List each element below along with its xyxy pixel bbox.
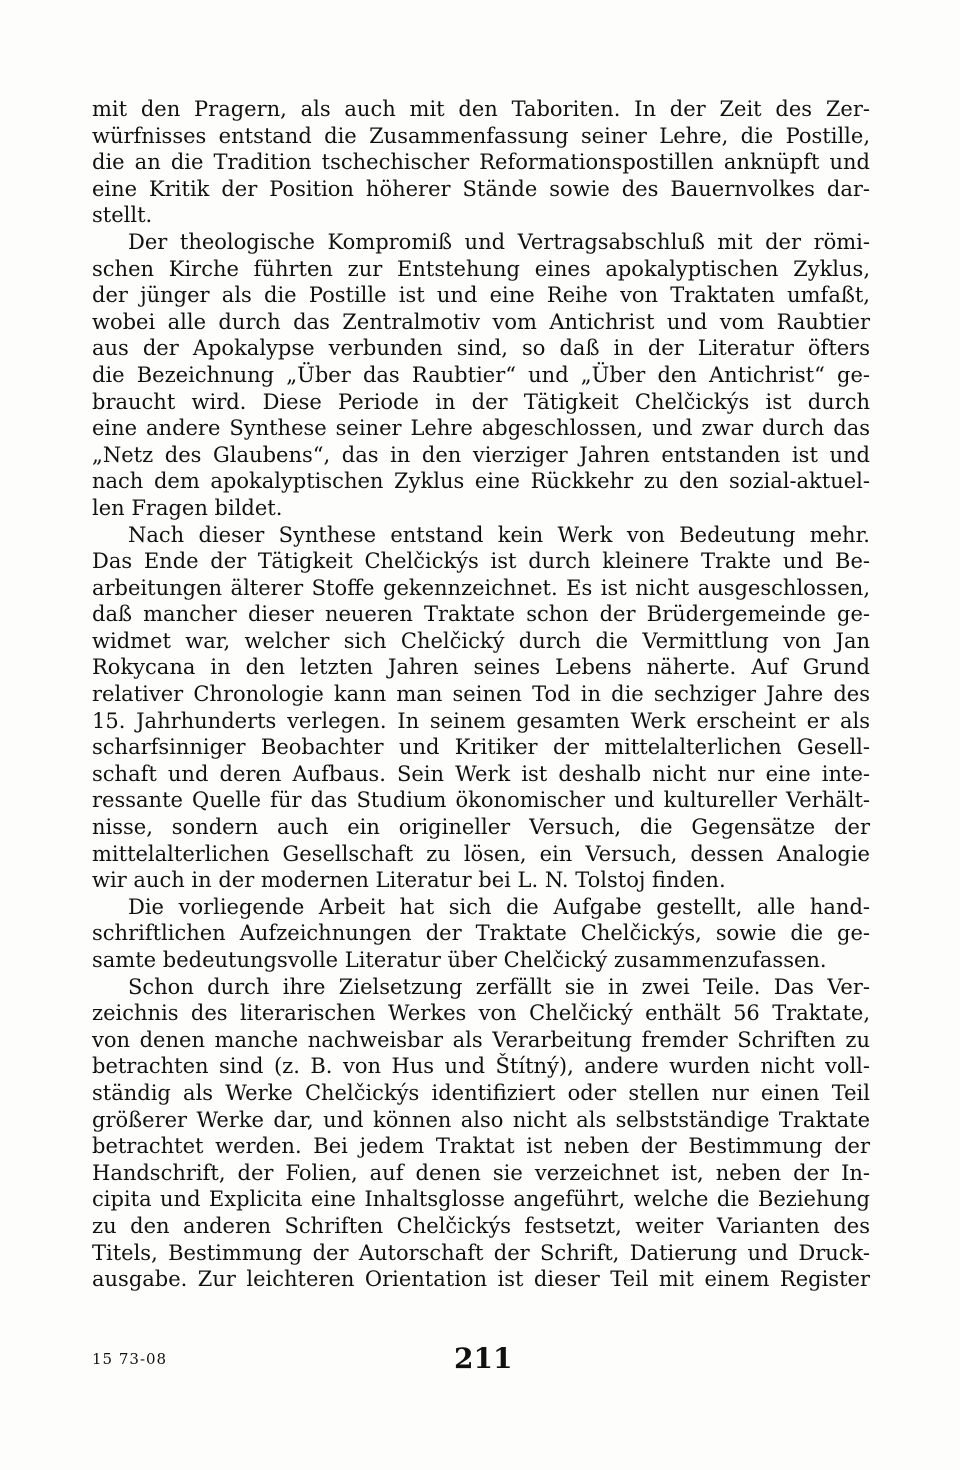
text-line: len Fragen bildet.: [92, 495, 283, 520]
text-line: größerer Werke dar, und können also nicht als selbstständige Traktate: [92, 1107, 870, 1132]
text-line: die Bezeichnung „Über das Raubtier“ und „Über den Antichrist“ ge-: [92, 362, 870, 387]
text-line: von denen manche nachweisbar als Verarbeitung fremder Schriften zu: [92, 1027, 870, 1052]
text-line: die an die Tradition tschechischer Reformationspostillen anknüpft und: [92, 150, 870, 175]
text-line: ressante Quelle für das Studium ökonomischer und kultureller Verhält-: [92, 788, 870, 813]
text-line: der jünger als die Postille ist und eine Reihe von Traktaten umfaßt,: [92, 283, 870, 308]
text-line: betrachtet werden. Bei jedem Traktat ist neben der Bestimmung der: [92, 1134, 870, 1159]
text-line: wir auch in der modernen Literatur bei L. N. Tolstoj finden.: [92, 868, 726, 893]
body-text: [92, 96, 870, 1293]
text-line: daß mancher dieser neueren Traktate schon der Brüdergemeinde ge-: [92, 602, 870, 627]
text-line: mit den Pragern, als auch mit den Taboriten. In der Zeit des Zer-: [92, 97, 870, 121]
text-line: arbeitungen älterer Stoffe gekennzeichnet. Es ist nicht ausgeschlossen,: [92, 575, 870, 600]
text-line: cipita und Explicita eine Inhaltsglosse angeführt, welche die Beziehung: [92, 1187, 870, 1212]
text-line: mittelalterlichen Gesellschaft zu lösen, ein Versuch, dessen Analogie: [92, 841, 870, 866]
text-line: ausgabe. Zur leichteren Orientation ist dieser Teil mit einem Register: [92, 1267, 870, 1292]
text-line: eine Kritik der Position höherer Stände sowie des Bauernvolkes dar-: [92, 176, 870, 201]
text-line: schen Kirche führten zur Entstehung eines apokalyptischen Zyklus,: [92, 256, 870, 281]
text-line: „Netz des Glaubens“, das in den vierziger Jahren entstanden ist und: [92, 442, 870, 467]
text-line: zu den anderen Schriften Chelčickýs festsetzt, weiter Varianten des: [92, 1213, 870, 1238]
text-line: Die vorliegende Arbeit hat sich die Aufgabe gestellt, alle hand-: [128, 894, 870, 919]
text-line: Handschrift, der Folien, auf denen sie verzeichnet ist, neben der In-: [92, 1160, 870, 1185]
printer-signature: 15 73-08: [92, 1350, 168, 1368]
text-line: schaft und deren Aufbaus. Sein Werk ist deshalb nicht nur eine inte-: [92, 761, 870, 786]
text-line: Nach dieser Synthese entstand kein Werk von Bedeutung mehr.: [128, 522, 870, 547]
text-line: betrachten sind (z. B. von Hus und Štítný), andere wurden nicht voll-: [92, 1054, 870, 1079]
text-line: zeichnis des literarischen Werkes von Chelčický enthält 56 Traktate,: [92, 1001, 870, 1026]
text-line: relativer Chronologie kann man seinen Tod in die sechziger Jahre des: [92, 682, 870, 707]
text-line: Rokycana in den letzten Jahren seines Lebens näherte. Auf Grund: [92, 655, 870, 680]
text-line: scharfsinniger Beobachter und Kritiker der mittelalterlichen Gesell-: [92, 735, 870, 760]
text-line: ständig als Werke Chelčickýs identifiziert oder stellen nur einen Teil: [92, 1080, 870, 1105]
text-line: schriftlichen Aufzeichnungen der Traktate Chelčickýs, sowie die ge-: [92, 921, 870, 946]
text-line: aus der Apokalypse verbunden sind, so daß in der Literatur öfters: [92, 336, 870, 361]
text-line: wobei alle durch das Zentralmotiv vom Antichrist und vom Raubtier: [92, 309, 870, 334]
text-line: stellt.: [92, 203, 153, 228]
text-line: Titels, Bestimmung der Autorschaft der Schrift, Datierung und Druck-: [92, 1240, 870, 1265]
page-number: 211: [454, 1342, 513, 1375]
text-line: eine andere Synthese seiner Lehre abgeschlossen, und zwar durch das: [92, 416, 870, 441]
text-line: samte bedeutungsvolle Literatur über Chelčický zusammenzufassen.: [92, 948, 827, 972]
text-line: nach dem apokalyptischen Zyklus eine Rückkehr zu den sozial-aktuel-: [92, 469, 870, 494]
text-line: braucht wird. Diese Periode in der Tätigkeit Chelčickýs ist durch: [92, 389, 870, 414]
page-footer: [0, 1342, 960, 1382]
text-line: nisse, sondern auch ein origineller Versuch, die Gegensätze der: [92, 815, 870, 840]
text-line: Schon durch ihre Zielsetzung zerfällt sie in zwei Teile. Das Ver-: [128, 974, 870, 999]
text-line: würfnisses entstand die Zusammenfassung seiner Lehre, die Postille,: [92, 123, 870, 148]
text-line: 15. Jahrhunderts verlegen. In seinem gesamten Werk erscheint er als: [92, 708, 870, 733]
text-line: Das Ende der Tätigkeit Chelčickýs ist durch kleinere Trakte und Be-: [92, 549, 870, 574]
text-line: Der theologische Kompromiß und Vertragsabschluß mit der römi-: [128, 229, 870, 254]
text-line: widmet war, welcher sich Chelčický durch die Vermittlung von Jan: [92, 628, 870, 653]
